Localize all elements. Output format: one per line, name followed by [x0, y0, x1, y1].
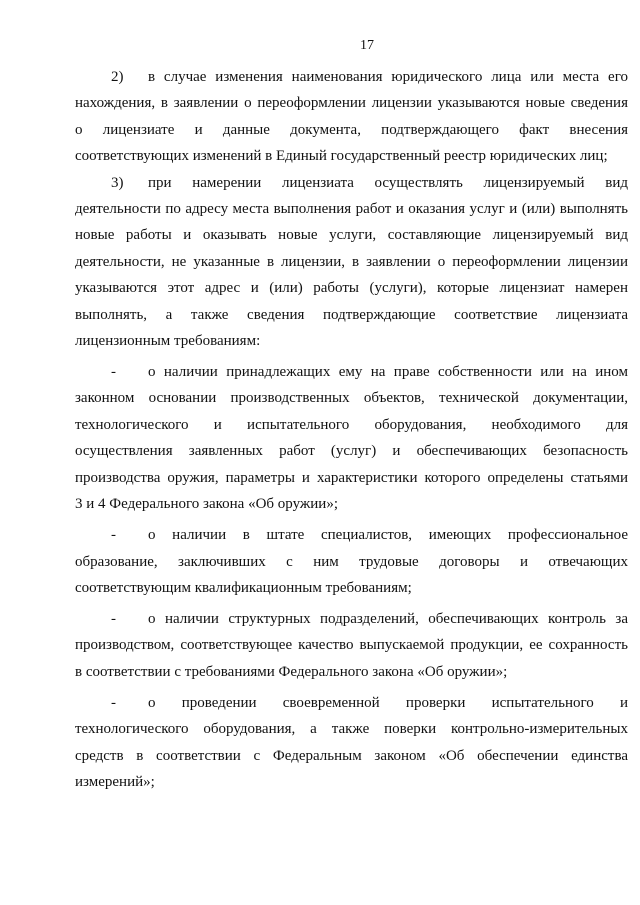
text-line: новые работы и оказывать новые услуги, составляющие лицензируемый вид: [75, 227, 628, 244]
text-line: нахождения, в заявлении о переоформлении лицензии указываются новые сведения: [75, 95, 628, 112]
text-line: указываются этот адрес и (или) работы (услуги), которые лицензиат намерен: [75, 280, 628, 297]
bullet-dash: -: [111, 527, 116, 544]
text-line: технологического и испытательного оборудования, необходимого для: [75, 416, 628, 433]
text-line: в соответствии с требованиями Федерального закона «Об оружии»;: [75, 663, 508, 680]
list-marker: 3): [111, 174, 124, 191]
text-line: деятельности, не указанные в лицензии, в заявлении о переоформлении лицензии: [75, 253, 628, 270]
text-line: лицензионным требованиям:: [75, 333, 261, 350]
text-line: [75, 522, 628, 548]
line-text: в случае изменения наименования юридического лица или места его: [148, 69, 628, 85]
bullet-item: [75, 606, 628, 685]
text-line: [75, 64, 628, 90]
text-line: законном основании производственных объектов, технической документации,: [75, 390, 628, 407]
text-line: [75, 359, 628, 385]
text-line: [75, 690, 628, 716]
text-line: выполнять, а также сведения подтверждающие соответствие лицензиата: [75, 306, 628, 323]
bullet-item: [75, 690, 628, 796]
numbered-paragraph: [75, 64, 628, 170]
text-line: [75, 170, 628, 196]
text-line: о лицензиате и данные документа, подтверждающего факт внесения: [75, 121, 628, 138]
text-line: измерений»;: [75, 773, 155, 790]
bullet-dash: -: [111, 694, 116, 711]
text-line: деятельности по адресу места выполнения работ и оказания услуг и (или) выполнять: [75, 201, 628, 218]
bullet-dash: -: [111, 610, 116, 627]
text-line: [75, 606, 628, 632]
text-line: соответствующих изменений в Единый государственный реестр юридических лиц;: [75, 148, 608, 165]
bullet-item: [75, 359, 628, 517]
line-text: о проведении своевременной проверки испытательного и: [148, 694, 628, 711]
text-line: средств в соответствии с Федеральным законом «Об обеспечении единства: [75, 747, 628, 764]
text-line: 3 и 4 Федерального закона «Об оружии»;: [75, 496, 338, 513]
bullet-item: [75, 522, 628, 601]
bullet-dash: -: [111, 364, 116, 381]
text-line: образование, заключивших с ним трудовые договоры и отвечающих: [75, 553, 628, 570]
text-line: осуществления заявленных работ (услуг) и обеспечивающих безопасность: [75, 443, 628, 460]
numbered-paragraph: [75, 170, 628, 355]
line-text: о наличии структурных подразделений, обеспечивающих контроль за: [148, 610, 628, 627]
document-body: [75, 64, 628, 795]
text-line: технологического оборудования, а также поверки контрольно-измерительных: [75, 721, 628, 738]
list-marker: 2): [111, 69, 124, 85]
line-text: при намерении лицензиата осуществлять лицензируемый вид: [148, 174, 628, 191]
text-line: производством, соответствующее качество выпускаемой продукции, ее сохранность: [75, 637, 628, 654]
line-text: о наличии в штате специалистов, имеющих профессиональное: [148, 527, 628, 544]
page-number: 17: [360, 38, 374, 53]
text-line: производства оружия, параметры и характеристики которого определены статьями: [75, 469, 628, 486]
text-line: соответствующим квалификационным требованиям;: [75, 579, 412, 596]
line-text: о наличии принадлежащих ему на праве собственности или на ином: [148, 364, 628, 381]
